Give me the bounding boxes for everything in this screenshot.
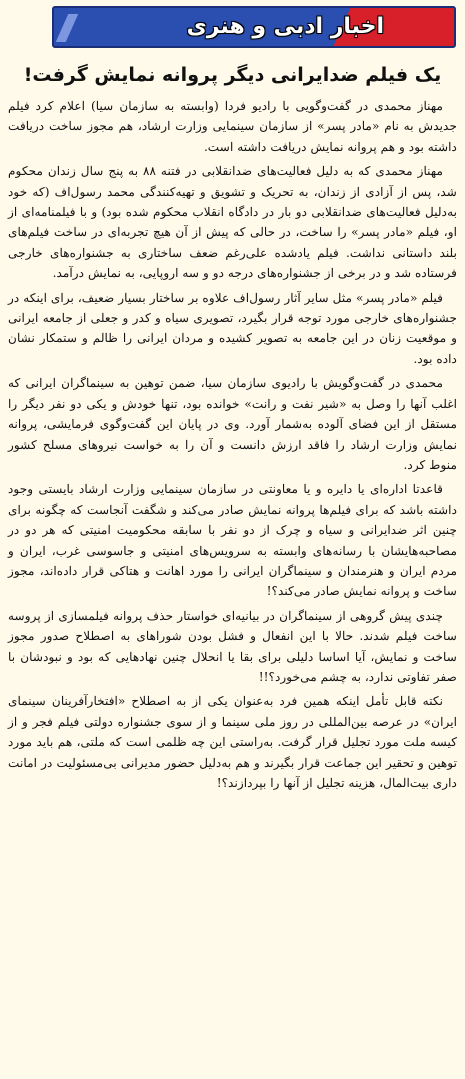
- article-paragraph: قاعدتا اداره‌ای یا دایره و یا معاونتی در سازمان سینمایی وزارت ارشاد بایستی وجود داشته باشد که برای فیلم‌ها پروانه نمایش صادر می‌کند و شگفت آنجاست که چگونه برای چنین اثر ضدایرانی و سیاه و چرک از دو نفر با سابقه محکومیت امنیتی که هر دو در مصاحبه‌هایشان با رسانه‌های وابسته به سرویس‌های امنیتی و جاسوسی غرب، ایران و مردم ایران و هنرمندان و سینماگران ایرانی را مورد اهانت و هتاکی قرار داده‌اند، مجوز ساخت و پروانه نمایش صادر می‌کند؟!: [8, 482, 457, 599]
- article-paragraph: نکته قابل تأمل اینکه همین فرد به‌عنوان یکی از به اصطلاح «افتخارآفرینان سینمای ایران» در عرصه بین‌المللی در روز ملی سینما و از سوی جشنواره دولتی فیلم فجر و از کیسه ملت مورد تجلیل قرار گرفت. به‌راستی این چه ظلمی است که ملتی، هم باید مورد توهین و تحقیر این جماعت قرار بگیرند و هم به‌دلیل حضور مدیرانی بی‌مسئولیت در امانت داری بیت‌المال، هزینه تجلیل از آنها را بپردازند؟!: [8, 694, 457, 790]
- article-headline: یک فیلم ضدایرانی دیگر پروانه نمایش گرفت!: [23, 64, 442, 86]
- article-paragraph: مهناز محمدی که به دلیل فعالیت‌های ضدانقلابی در فتنه ۸۸ به پنج سال زندان محکوم شد، پس از آزادی از زندان، به تحریک و تشویق و تهیه‌کنندگی محمد رسول‌اف (که خود به‌دلیل فعالیت‌های ضدانقلابی دو بار در دادگاه انقلاب محکوم شده بود) و با فیلمنامه‌ای از او، فیلم «مادر پسر» را ساخت، در حالی که پیش از آن هیچ تجربه‌ای در ساخت فیلم‌های بلند داستانی نداشت. فیلم یادشده علی‌رغم ضعف ساختاری به جشنواره‌های خارجی فرستاده شد و در برخی از جشنواره‌های درجه دو و سه اروپایی، به نمایش درآمد.: [8, 164, 457, 281]
- article-paragraph: فیلم «مادر پسر» مثل سایر آثار رسول‌اف علاوه بر ساختار بسیار ضعیف، برای اینکه در جشنواره‌های خارجی مورد توجه قرار بگیرد، تصویری سیاه و کدر و جعلی از جامعه ایرانی و موقعیت زنان در این جامعه به تصویر کشیده و مردان ایرانی را ظالم و ستمکار نشان داده بود.: [8, 290, 457, 366]
- section-banner: [52, 6, 456, 48]
- section-title: اخبار ادبی و هنری: [186, 14, 384, 39]
- article-paragraph: مهناز محمدی در گفت‌وگویی با رادیو فردا (وابسته به سازمان سیا) اعلام کرد فیلم جدیدش به نام «مادر پسر» از سازمان سینمایی وزارت ارشاد، هم مجوز ساخت دریافت داشته بود و هم پروانه نمایش دریافت داشته است.: [8, 99, 457, 154]
- banner-stripe-decoration: [56, 14, 78, 42]
- article-paragraph: چندی پیش گروهی از سینماگران در بیانیه‌ای خواستار حذف پروانه فیلمسازی از پروسه ساخت فیلم شدند. حالا با این انفعال و فشل بودن شوراهای به اصطلاح صدور مجوز ساخت و نمایش، آیا اساسا دلیلی برای بقا یا انحلال چنین نهادهایی که بود و نبودشان با صفر تفاوتی ندارد، به چشم می‌خورد؟!!: [8, 608, 457, 684]
- article-body: [8, 96, 457, 797]
- article-paragraph: محمدی در گفت‌وگویش با رادیوی سازمان سیا، ضمن توهین به سینماگران ایرانی که اغلب آنها را وصل به «شیر نفت و رانت» خوانده بود، تنها خودش و یکی دو نفر دیگر را مستقل از این فضای آلوده به‌شمار آورد. وی در پایان این گفت‌وگوی فرمایشی، پروانه نمایش وزارت ارشاد را فاقد ارزش دانست و آن را به خواست نیروهای مسلح کشور منوط کرد.: [8, 376, 457, 472]
